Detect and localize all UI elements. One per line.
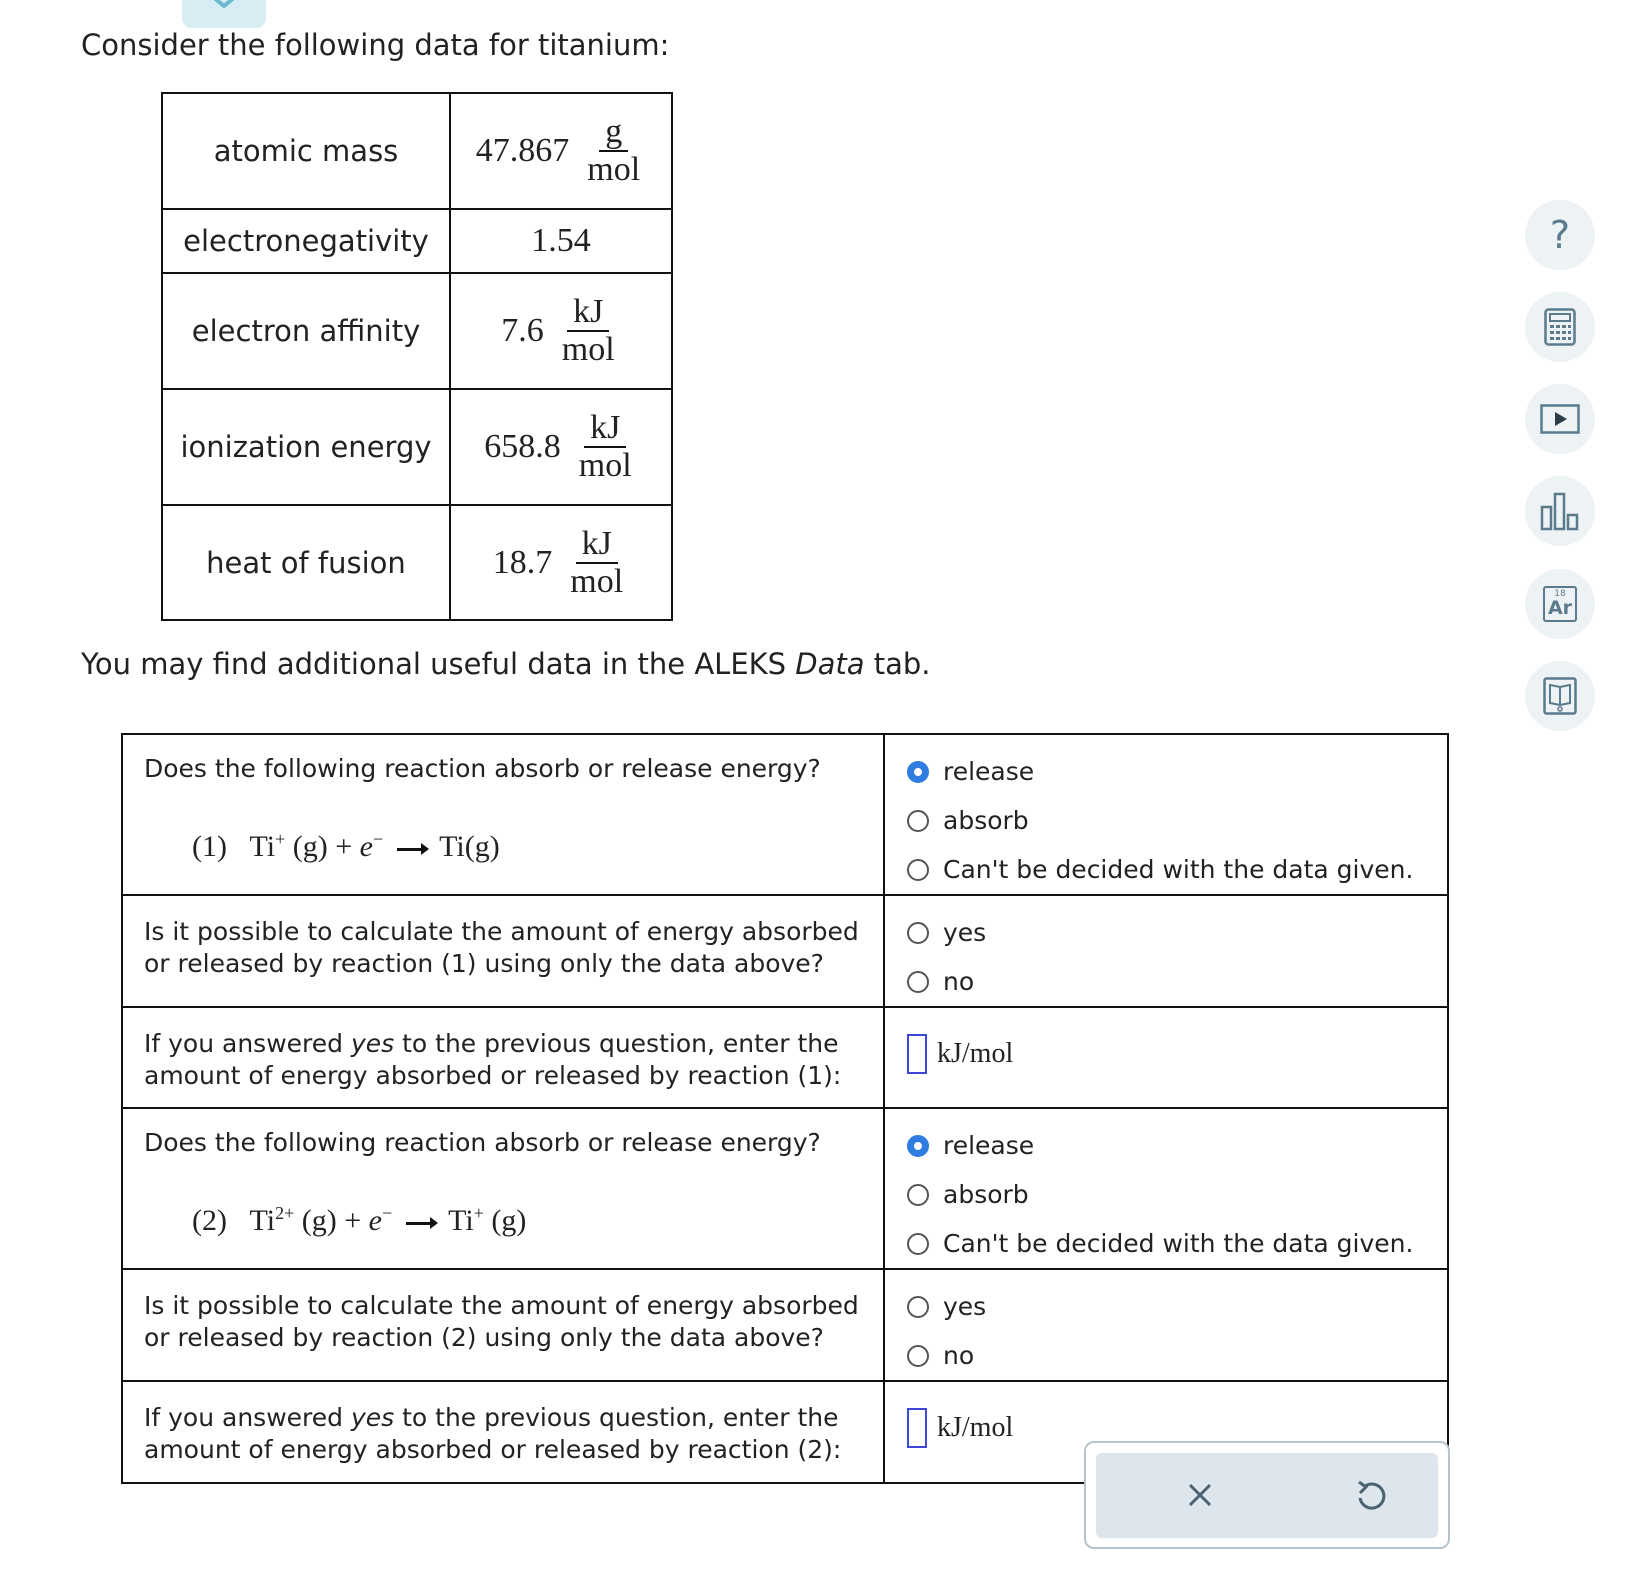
video-button[interactable] <box>1525 384 1595 454</box>
radio[interactable] <box>907 1296 929 1318</box>
question-mark-icon: ? <box>1549 213 1571 257</box>
undo-button[interactable] <box>1350 1475 1390 1515</box>
periodic-table-button[interactable] <box>1525 569 1595 639</box>
unit-numerator: g <box>599 114 628 152</box>
option-absorb[interactable]: absorb <box>907 796 1447 845</box>
radio[interactable] <box>907 1233 929 1255</box>
question-5: Is it possible to calculate the amount of energy absorbed or released by reaction (2) using only the data above? <box>122 1269 884 1381</box>
radio[interactable] <box>907 971 929 993</box>
data-label: electron affinity <box>162 273 450 389</box>
data-label: heat of fusion <box>162 505 450 620</box>
bar-chart-icon <box>1540 491 1580 531</box>
answer-actions-panel <box>1084 1441 1450 1549</box>
question-text: Does the following reaction absorb or release energy? <box>144 1128 821 1157</box>
unit-denominator: mol <box>578 447 632 484</box>
radio[interactable] <box>907 810 929 832</box>
data-tab-note: You may find additional useful data in the ALEKS Data tab. <box>81 647 931 681</box>
energy-input-1[interactable] <box>907 1034 927 1074</box>
energy-input-2[interactable] <box>907 1408 927 1448</box>
reaction-1-equation: (1) Ti+ (g) + e− Ti(g) <box>192 829 500 863</box>
radio-selected[interactable] <box>907 761 929 783</box>
reaction-2-equation: (2) $Ti^{2+}$ (g) + e− Ti+ (g) <box>192 1203 527 1237</box>
option-release[interactable]: release <box>907 1121 1447 1170</box>
calculator-button[interactable] <box>1525 292 1595 362</box>
answer-5 <box>884 1269 1448 1381</box>
unit-denominator: mol <box>587 151 641 188</box>
question-3: If you answered yes to the previous question, enter the amount of energy absorbed or released by reaction (1): <box>122 1007 884 1108</box>
unit-numerator: kJ <box>584 410 626 448</box>
option-release[interactable]: release <box>907 747 1447 796</box>
data-value: 47.867 <box>475 132 570 169</box>
unit-denominator: mol <box>570 562 624 600</box>
titanium-data-table <box>161 92 673 621</box>
clear-button[interactable] <box>1180 1475 1220 1515</box>
radio[interactable] <box>907 859 929 881</box>
option-yes[interactable]: yes <box>907 908 1447 957</box>
close-icon <box>1186 1481 1214 1509</box>
data-value: 1.54 <box>531 222 591 259</box>
data-label: ionization energy <box>162 389 450 505</box>
unit-denominator: mol <box>561 331 615 368</box>
collapse-tab[interactable] <box>182 0 266 28</box>
question-1 <box>122 734 884 895</box>
question-text: Does the following reaction absorb or release energy? <box>144 754 821 783</box>
unit-numerator: kJ <box>576 526 618 564</box>
chevron-down-icon <box>210 0 238 8</box>
calculator-icon <box>1544 308 1576 346</box>
undo-icon <box>1354 1478 1386 1512</box>
book-icon <box>1543 677 1577 715</box>
question-2: Is it possible to calculate the amount of energy absorbed or released by reaction (1) using only the data above? <box>122 895 884 1007</box>
data-value: 7.6 <box>501 312 544 349</box>
periodic-element-icon: 18 Ar <box>1543 586 1577 622</box>
data-value: 658.8 <box>484 428 561 465</box>
question-4 <box>122 1108 884 1269</box>
unit-label: kJ/mol <box>937 1412 1014 1443</box>
answer-1 <box>884 734 1448 895</box>
radio[interactable] <box>907 1184 929 1206</box>
question-6: If you answered yes to the previous question, enter the amount of energy absorbed or released by reaction (2): <box>122 1381 884 1483</box>
unit-label: kJ/mol <box>937 1038 1014 1069</box>
radio-selected[interactable] <box>907 1135 929 1157</box>
option-yes[interactable]: yes <box>907 1282 1447 1331</box>
play-icon <box>1540 404 1580 434</box>
help-button[interactable] <box>1525 200 1595 270</box>
option-no[interactable]: no <box>907 1331 1447 1380</box>
question-table <box>121 733 1449 1484</box>
unit-numerator: kJ <box>567 294 609 332</box>
answer-2 <box>884 895 1448 1007</box>
radio[interactable] <box>907 922 929 944</box>
option-cant-decide[interactable]: Can't be decided with the data given. <box>907 1219 1447 1268</box>
answer-3 <box>884 1007 1448 1108</box>
reference-button[interactable] <box>1525 661 1595 731</box>
answer-4 <box>884 1108 1448 1269</box>
option-absorb[interactable]: absorb <box>907 1170 1447 1219</box>
option-cant-decide[interactable]: Can't be decided with the data given. <box>907 845 1447 894</box>
chart-button[interactable] <box>1525 476 1595 546</box>
radio[interactable] <box>907 1345 929 1367</box>
data-label: electronegativity <box>162 209 450 273</box>
intro-text: Consider the following data for titanium: <box>81 28 670 62</box>
data-label: atomic mass <box>162 93 450 209</box>
data-value: 18.7 <box>492 543 553 581</box>
option-no[interactable]: no <box>907 957 1447 1006</box>
